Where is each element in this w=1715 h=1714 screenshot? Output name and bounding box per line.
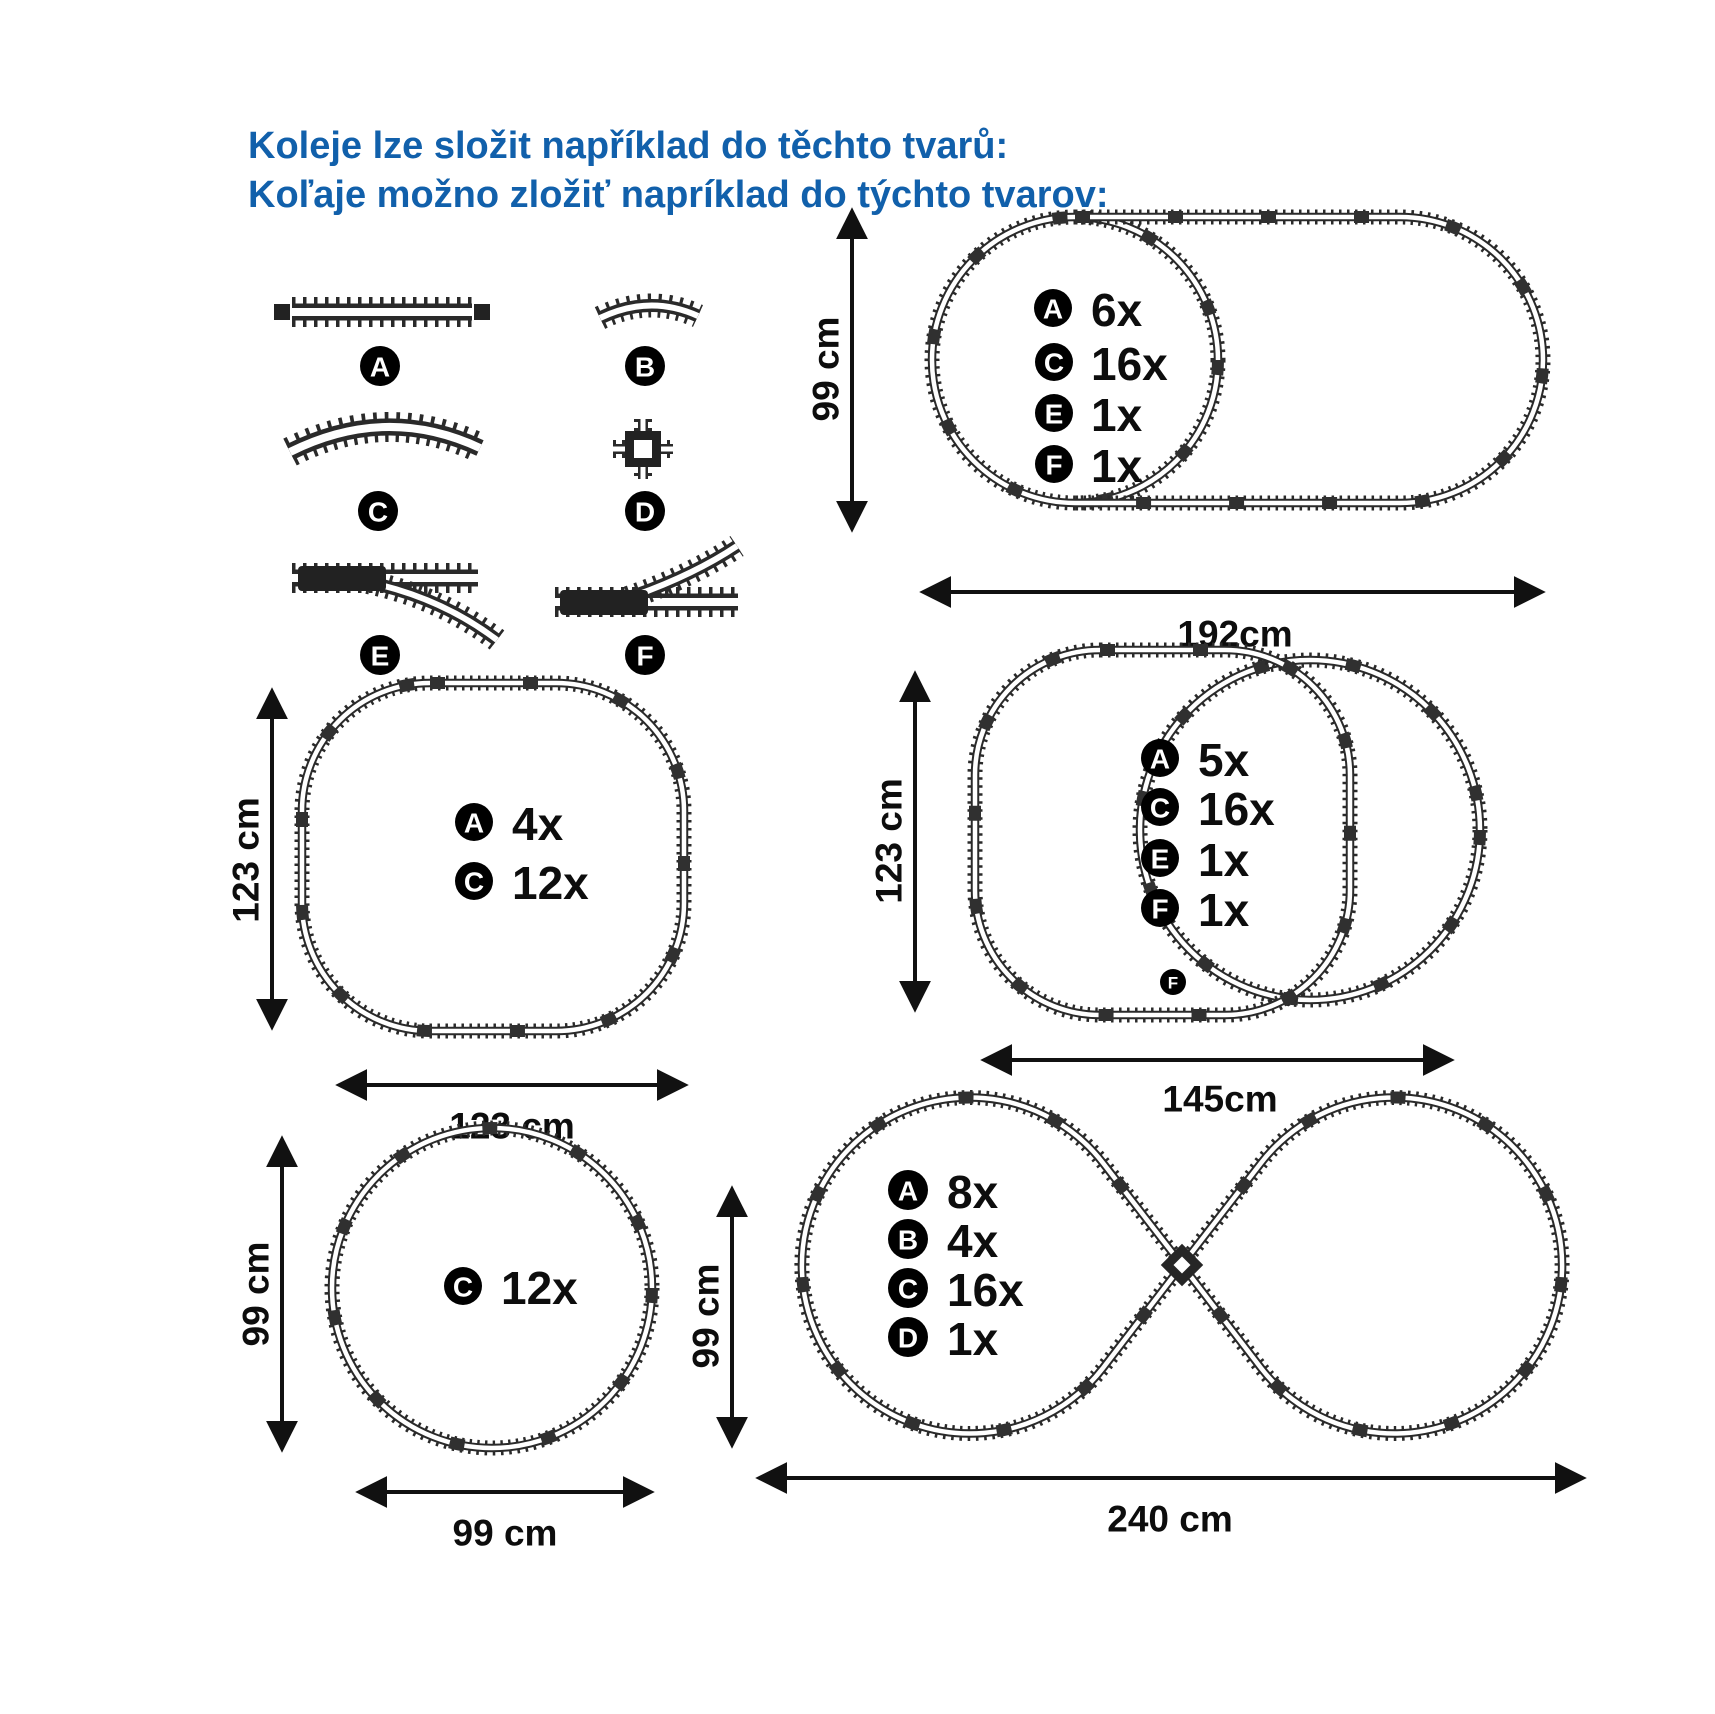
track-rounded-square: [975, 650, 1350, 1015]
svg-text:A: A: [897, 1175, 919, 1207]
switch-mechanism: [298, 566, 386, 591]
piece-f: [555, 546, 738, 675]
heading-line-2: Koľaje možno zložiť napríklad do týchto tvarov:: [248, 174, 1109, 216]
svg-text:C: C: [452, 1271, 474, 1303]
qty-e: 1x: [1091, 389, 1143, 441]
height-dimension-label: 99 cm: [235, 1241, 277, 1347]
qty-e: 1x: [1198, 834, 1250, 886]
svg-text:E: E: [1044, 398, 1064, 430]
qty-d: 1x: [947, 1313, 999, 1365]
height-dimension-label: 123 cm: [225, 797, 267, 923]
piece-b: [600, 305, 698, 386]
piece-badge-f-letter: F: [636, 640, 654, 672]
width-dimension-label: 240 cm: [1107, 1498, 1233, 1540]
piece-d: [613, 419, 673, 531]
parts-legend: [888, 1166, 1024, 1365]
svg-text:A: A: [1042, 293, 1064, 325]
piece-badge-d-letter: D: [634, 496, 656, 528]
track-end-connector: [274, 304, 290, 320]
svg-text:C: C: [897, 1273, 919, 1305]
width-dimension-label: 192cm: [1177, 613, 1293, 655]
parts-legend: [1034, 284, 1168, 492]
svg-text:A: A: [1149, 743, 1171, 775]
parts-legend: [1141, 734, 1275, 936]
qty-f: 1x: [1198, 884, 1250, 936]
layout-oval-with-inner-loop: [806, 212, 1544, 655]
piece-badge-b-letter: B: [634, 351, 656, 383]
piece-badge-c-letter: C: [367, 496, 389, 528]
track-right-lobe: [1182, 1098, 1562, 1434]
svg-text:A: A: [463, 807, 485, 839]
qty-a: 5x: [1198, 734, 1250, 786]
svg-text:F: F: [1151, 893, 1169, 925]
qty-c: 12x: [501, 1262, 578, 1314]
layout-figure-eight: [686, 1098, 1583, 1540]
piece-c: [290, 427, 480, 531]
layout-rounded-square: [226, 683, 685, 1147]
height-dimension-label: 99 cm: [685, 1263, 727, 1369]
width-dimension-label: 145cm: [1162, 1078, 1278, 1120]
svg-text:C: C: [1043, 347, 1065, 379]
piece-badge-e-letter: E: [370, 640, 390, 672]
piece-a: [274, 304, 490, 386]
track-rounded-square: [302, 683, 684, 1031]
qty-a: 4x: [512, 798, 564, 850]
switch-f-marker-letter: F: [1167, 973, 1179, 993]
heading: [248, 125, 1109, 216]
qty-c: 16x: [1091, 338, 1168, 390]
heading-line-1: Koleje lze složit například do těchto tvarů:: [248, 125, 1009, 167]
width-dimension-label: 123 cm: [449, 1105, 575, 1147]
switch-mechanism: [560, 590, 648, 615]
qty-c: 16x: [947, 1264, 1024, 1316]
width-dimension-label: 99 cm: [452, 1512, 558, 1554]
svg-text:C: C: [463, 866, 485, 898]
cross-center-hole: [634, 440, 652, 458]
qty-a: 8x: [947, 1166, 999, 1218]
qty-c: 16x: [1198, 783, 1275, 835]
parts-legend: [455, 798, 589, 909]
qty-f: 1x: [1091, 440, 1143, 492]
layout-circle: [236, 1128, 653, 1554]
svg-text:E: E: [1150, 843, 1170, 875]
svg-text:C: C: [1149, 792, 1171, 824]
qty-b: 4x: [947, 1215, 999, 1267]
svg-text:D: D: [897, 1322, 919, 1354]
track-end-connector: [474, 304, 490, 320]
parts-legend: [444, 1262, 578, 1314]
svg-text:F: F: [1045, 449, 1063, 481]
height-dimension-label: 123 cm: [868, 778, 910, 904]
height-dimension-label: 99 cm: [805, 316, 847, 422]
qty-a: 6x: [1091, 284, 1143, 336]
piece-e: [292, 566, 497, 675]
piece-badge-a-letter: A: [369, 351, 391, 383]
layout-rounded-square-with-loop: [869, 650, 1481, 1120]
svg-text:B: B: [897, 1224, 919, 1256]
qty-c: 12x: [512, 857, 589, 909]
